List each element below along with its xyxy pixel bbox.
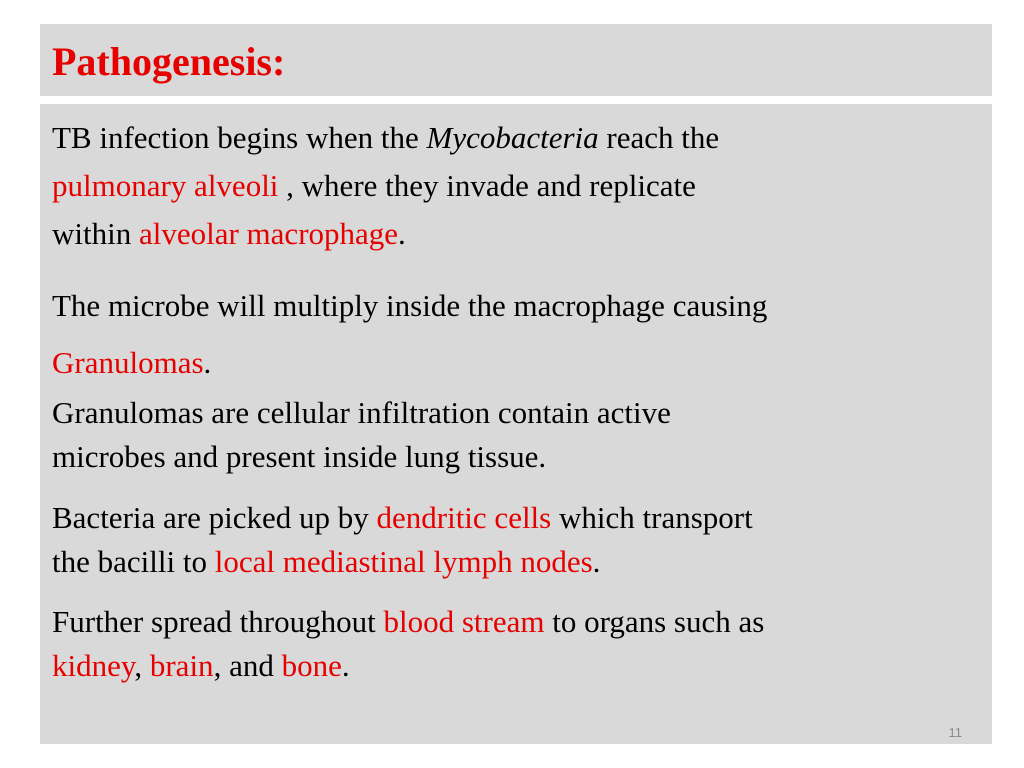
paragraph-further-spread [52, 600, 764, 688]
paragraph-bacteria-picked [52, 496, 753, 584]
text-run: , and [213, 648, 282, 683]
text-run: . [203, 345, 212, 380]
paragraph-microbe-multiply [52, 277, 767, 391]
highlight-term: local mediastinal lymph nodes [214, 544, 593, 579]
text-run: Bacteria are picked up by [52, 500, 377, 535]
highlight-term: Granulomas [52, 345, 204, 380]
text-run: which transport [551, 500, 753, 535]
highlight-term: dendritic cells [376, 500, 552, 535]
text-run: to organs such as [544, 604, 765, 639]
highlight-term: pulmonary alveoli [52, 168, 279, 203]
paragraph-infection-begins [52, 114, 719, 258]
text-run: . [398, 216, 406, 251]
text-run: Further spread throughout [52, 604, 384, 639]
highlight-term: blood stream [383, 604, 545, 639]
text-run: The microbe will multiply inside the macrophage causing [52, 288, 768, 323]
content-box [40, 104, 992, 744]
highlight-term: brain [149, 648, 214, 683]
text-run: microbes and present inside lung tissue. [52, 439, 547, 474]
highlight-term: alveolar macrophage [138, 216, 399, 251]
highlight-term: bone [281, 648, 342, 683]
highlight-term: kidney [52, 648, 135, 683]
text-run-italic: Mycobacteria [426, 120, 599, 155]
text-run: within [52, 216, 139, 251]
text-run: . [341, 648, 350, 683]
slide-title: Pathogenesis: [52, 39, 286, 84]
slide-number: 11 [948, 725, 962, 740]
title-box [40, 24, 992, 96]
text-run: , where they invade and replicate [278, 168, 696, 203]
text-run: the bacilli to [52, 544, 215, 579]
text-run: Granulomas are cellular infiltration contain active [52, 395, 671, 430]
text-run: , [134, 648, 150, 683]
text-run: TB infection begins when the [52, 120, 427, 155]
paragraph-granulomas [52, 391, 671, 479]
text-run: . [592, 544, 601, 579]
text-run: reach the [598, 120, 720, 155]
